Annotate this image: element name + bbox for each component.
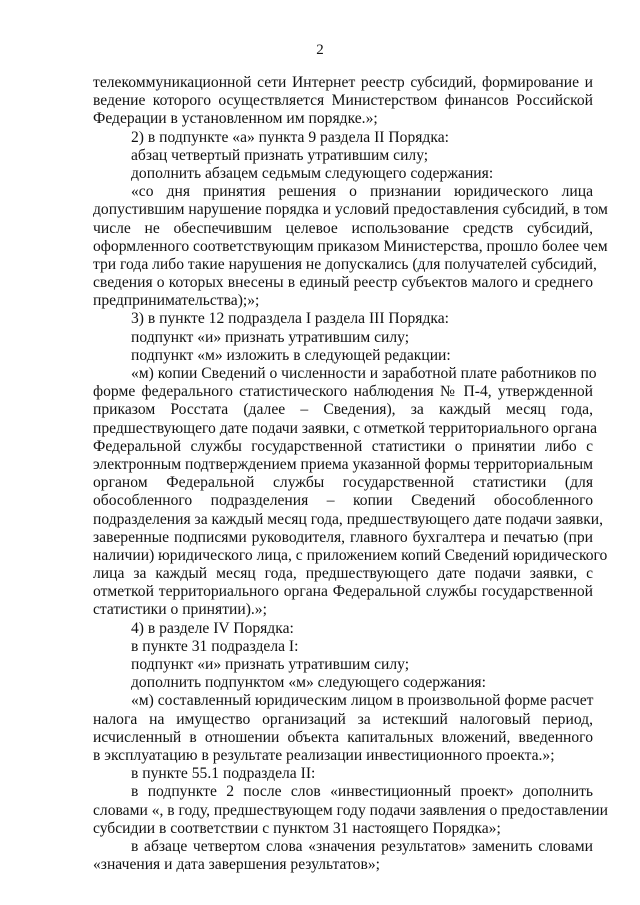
page-number: 2 [316,42,324,58]
text-line: отметкой территориального органа Федеральной службы государственной [93,583,593,601]
text-line: форме федерального статистического наблюдения № П-4, утвержденной [93,383,593,401]
text-line: телекоммуникационной сети Интернет реестр субсидий, формирование и [93,74,593,91]
text-line: «м) составленный юридическим лицом в произвольной форме расчет [131,692,594,710]
text-line: сведения о которых внесены в единый реестр субъектов малого и среднего [93,274,593,292]
text-line: предшествующего дате подачи заявки, с отметкой территориального органа [93,419,598,437]
text-line: оформленного соответствующим приказом Министерства, прошло более чем [93,237,608,255]
text-line: органом Федеральной службы государственной статистики (для [93,474,593,492]
text-line: дополнить абзацем седьмым следующего содержания: [131,164,494,182]
text-line: наличии) юридического лица, с приложением копий Сведений юридического [93,546,608,564]
text-line: обособленного подразделения – копии Сведений обособленного [93,492,593,510]
text-line: абзац четвертый признать утратившим силу; [131,146,429,164]
text-line: приказом Росстата (далее – Сведения), за каждый месяц года, [93,401,593,419]
text-line: лица за каждый месяц года, предшествующего дате подачи заявки, с [93,565,593,583]
document-body [93,74,608,874]
text-line: ведение которого осуществляется Министерством финансов Российской [93,92,593,110]
text-line: Федеральной службы государственной статистики о принятии либо с [93,437,593,455]
text-line: «значения и дата завершения результатов»; [93,856,380,874]
text-line: подпункт «и» признать утратившим силу; [131,656,410,673]
text-line: субсидии в соответствии с пунктом 31 настоящего Порядка»; [93,819,501,837]
text-line: в подпункте 2 после слов «инвестиционный проект» дополнить [131,783,593,801]
text-line: допустившим нарушение порядка и условий предоставления субсидий, в том [93,201,608,219]
text-line: заверенные подписями руководителя, главного бухгалтера и печатью (при [93,528,593,546]
text-line: в абзаце четвертом слова «значения результатов» заменить словами [131,837,593,855]
text-line: налога на имущество организаций за истекший налоговый период, [93,710,593,728]
text-line: подразделения за каждый месяц года, предшествующего дате подачи заявки, [93,510,604,528]
text-line: электронным подтверждением приема указанной формы территориальным [93,455,593,473]
text-line: предпринимательства);»; [93,292,260,310]
text-line: подпункт «м» изложить в следующей редакции: [131,346,451,364]
text-line: 3) в пункте 12 подраздела I раздела III Порядка: [131,310,449,328]
text-line: словами «, в году, предшествующем году подачи заявления о предоставлении [93,801,608,819]
text-line: «со дня принятия решения о признании юридического лица [131,183,593,201]
text-line: три года либо такие нарушения не допускались (для получателей субсидий, [93,255,597,273]
text-line: статистики о принятии).»; [93,601,267,619]
text-line: числе не обеспечившим целевое использование средств субсидий, [93,219,593,237]
text-line: в пункте 31 подраздела I: [131,637,299,655]
text-line: исчисленный в отношении объекта капитальных вложений, введенного [93,728,593,746]
text-line: в пункте 55.1 подраздела II: [131,765,316,783]
text-line: дополнить подпунктом «м» следующего содержания: [131,674,486,692]
text-line: 4) в разделе IV Порядка: [131,619,294,637]
text-line: в эксплуатацию в результате реализации инвестиционного проекта.»; [93,746,555,764]
text-line: подпункт «и» признать утратившим силу; [131,328,410,346]
text-line: «м) копии Сведений о численности и заработной плате работников по [131,365,597,382]
text-line: 2) в подпункте «а» пункта 9 раздела II Порядка: [131,128,449,146]
text-line: Федерации в установленном им порядке.»; [93,110,378,128]
